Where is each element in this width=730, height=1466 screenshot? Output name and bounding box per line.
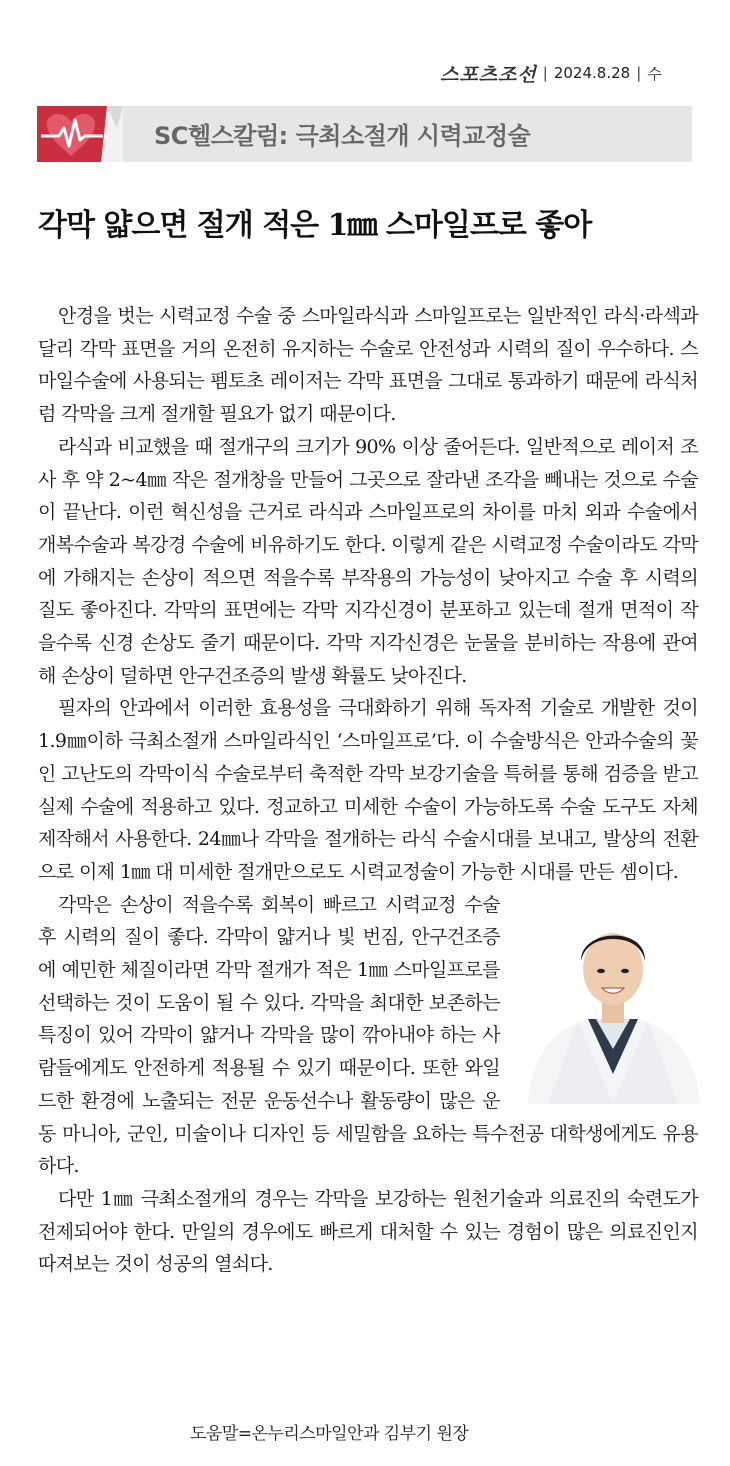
paragraph: 각막은 손상이 적을수록 회복이 빠르고 시력교정 수술 후 시력의 질이 좋다. 각막이 얇거나 빛 번짐, 안구건조증에 예민한 체질이라면 각막 절개가 적은 1㎜ 스마일프로를 선택하는 것이 도움이 될 수 있다. 각막을 최대한 보존하는 특징이 있어 각막이 얇거나 각막을 많이 깎아내야 하는 사람들에게도 안전하게 적용될 수 있기 때문이다. 또한 와일드한 환경에 노출되는 전문 운동선수나 활동량이 많은 운동 마니아, 군인, 미술이나 디자인 등 세밀함을 요하는 특수전공 대학생에게도 유용하다. bbox=[38, 893, 698, 1178]
masthead-divider: | bbox=[636, 64, 642, 82]
heart-pulse-icon bbox=[37, 106, 123, 162]
article-credit: 도움말=온누리스마일안과 김부기 원장 bbox=[190, 1424, 469, 1444]
paragraph: 필자의 안과에서 이러한 효용성을 극대화하기 위해 독자적 기술로 개발한 것이 1.9㎜이하 극최소절개 스마일라식인 ‘스마일프로’다. 이 수술방식은 안과수술의 꽃인 고난도의 각막이식 수술로부터 축적한 각막 보강기술을 특허를 통해 검증을 받고 실제 수술에 적용하고 있다. 정교하고 미세한 수술이 가능하도록 수술 도구도 자체 제작해서 사용한다. 24㎜나 각막을 절개하는 라식 수술시대를 보내고, 발상의 전환으로 이제 1㎜ 대 미세한 절개만으로도 시력교정술이 가능한 시대를 만든 셈이다. bbox=[38, 697, 698, 883]
article-body bbox=[38, 300, 698, 1281]
publish-weekday: 수 bbox=[647, 64, 662, 83]
doctor-portrait bbox=[518, 889, 708, 1104]
article-headline: 각막 얇으면 절개 적은 1㎜ 스마일프로 좋아 bbox=[38, 208, 592, 243]
column-banner bbox=[37, 106, 692, 162]
publish-date: 2024.8.28 bbox=[553, 64, 631, 82]
masthead bbox=[440, 58, 690, 88]
paragraph: 안경을 벗는 시력교정 수술 중 스마일라식과 스마일프로는 일반적인 라식·라섹과 달리 각막 표면을 거의 온전히 유지하는 수술로 안전성과 시력의 질이 우수하다. 스마일수술에 사용되는 펨토초 레이저는 각막 표면을 그대로 통과하기 때문에 라식처럼 각막을 크게 절개할 필요가 없기 때문이다. bbox=[38, 305, 698, 426]
paragraph: 다만 1㎜ 극최소절개의 경우는 각막을 보강하는 원천기술과 의료진의 숙련도가 전제되어야 한다. 만일의 경우에도 빠르게 대처할 수 있는 경험이 많은 의료진인지 따져보는 것이 성공의 열쇠다. bbox=[38, 1187, 698, 1276]
paragraph: 라식과 비교했을 때 절개구의 크기가 90% 이상 줄어든다. 일반적으로 레이저 조사 후 약 2~4㎜ 작은 절개창을 만들어 그곳으로 잘라낸 조각을 빼내는 것으로 수술이 끝난다. 이런 혁신성을 근거로 라식과 스마일프로의 차이를 마치 외과 수술에서 개복수술과 복강경 수술에 비유하기도 한다. 이렇게 같은 시력교정 수술이라도 각막에 가해지는 손상이 적으면 적을수록 부작용의 가능성이 낮아지고 수술 후 시력의 질도 좋아진다. 각막의 표면에는 각막 지각신경이 분포하고 있는데 절개 면적이 작을수록 신경 손상도 줄기 때문이다. 각막 지각신경은 눈물을 분비하는 작용에 관여해 손상이 덜하면 안구건조증의 발생 확률도 낮아진다. bbox=[38, 435, 698, 687]
column-title: SC헬스칼럼: 극최소절개 시력교정술 bbox=[154, 122, 531, 150]
newspaper-logo: 스포츠조선 bbox=[440, 63, 537, 86]
masthead-divider: | bbox=[542, 64, 548, 82]
